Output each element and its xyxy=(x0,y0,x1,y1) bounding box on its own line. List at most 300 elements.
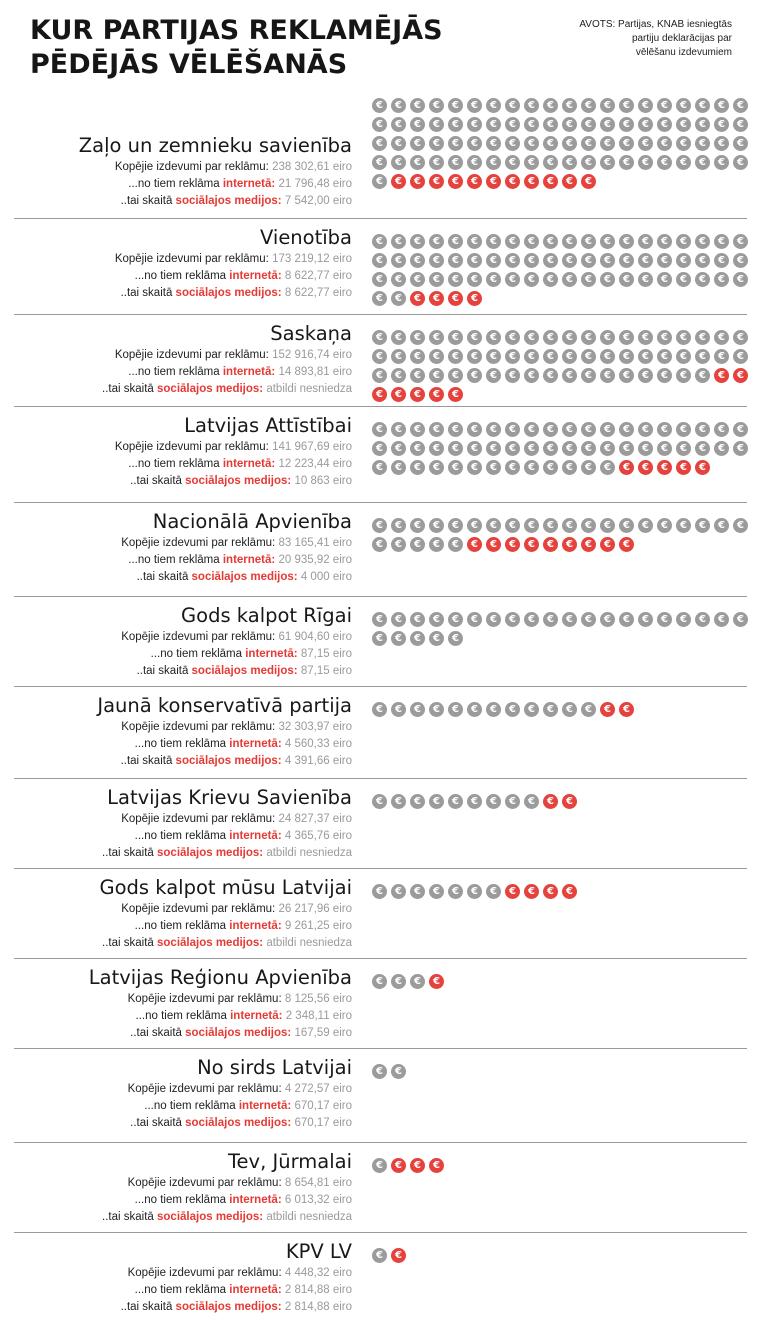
internet-spending-highlight: internetā: xyxy=(229,920,282,932)
party-block xyxy=(0,318,768,406)
coin-total-mark: € xyxy=(505,272,520,287)
coin-internet-mark: € xyxy=(391,387,406,402)
coin-total-mark: € xyxy=(524,349,539,364)
internet-spending xyxy=(10,268,352,285)
coin-total-mark: € xyxy=(372,441,387,456)
party-divider xyxy=(14,686,747,687)
coin-total-mark: € xyxy=(714,612,729,627)
coin-total-mark: € xyxy=(410,136,425,151)
social-media-spending-label: ..tai skaitā xyxy=(130,475,186,487)
coin-total-mark: € xyxy=(372,974,387,989)
coin-total-mark: € xyxy=(505,330,520,345)
coin-total-mark: € xyxy=(581,155,596,170)
internet-spending-value: 21 796,48 eiro xyxy=(278,178,352,190)
coin-total-mark: € xyxy=(695,368,710,383)
social-media-spending-value: 4 000 eiro xyxy=(300,571,352,583)
coin-total-mark: € xyxy=(372,460,387,475)
total-spending-value: 61 904,60 eiro xyxy=(278,631,352,643)
social-media-spending-value: atbildi nesniedza xyxy=(266,383,352,395)
coin-total-mark: € xyxy=(524,234,539,249)
coin-total-mark: € xyxy=(467,794,482,809)
coin-total-mark: € xyxy=(714,98,729,113)
party-info xyxy=(10,508,352,586)
coin-total-mark: € xyxy=(600,460,615,475)
internet-spending-highlight: internetā: xyxy=(222,366,276,378)
party-info xyxy=(10,964,352,1042)
coin-total-mark: € xyxy=(619,612,634,627)
coin-internet-mark: € xyxy=(543,794,558,809)
coin-total-mark: € xyxy=(581,253,596,268)
coin-total-mark: € xyxy=(543,330,558,345)
internet-spending-value: 20 935,92 eiro xyxy=(278,554,352,566)
coin-total-mark: € xyxy=(505,441,520,456)
coin-total-mark: € xyxy=(733,422,748,437)
coin-total-mark: € xyxy=(410,272,425,287)
social-media-spending-highlight: sociālajos medijos: xyxy=(157,937,264,949)
coin-total-mark: € xyxy=(372,234,387,249)
internet-spending-label: ...no tiem reklāma xyxy=(128,458,223,470)
coin-total-mark: € xyxy=(562,117,577,132)
internet-spending-label: ...no tiem reklāma xyxy=(135,1010,231,1022)
coin-total-mark: € xyxy=(543,98,558,113)
coin-total-mark: € xyxy=(543,136,558,151)
coin-row xyxy=(372,518,752,556)
coin-total-mark: € xyxy=(467,349,482,364)
coin-row xyxy=(372,1158,752,1177)
coin-total-mark: € xyxy=(714,272,729,287)
coin-internet-mark: € xyxy=(391,1248,406,1263)
coin-total-mark: € xyxy=(391,155,406,170)
social-media-spending xyxy=(10,663,352,680)
coin-total-mark: € xyxy=(429,349,444,364)
internet-spending-highlight: internetā: xyxy=(229,738,282,750)
coin-total-mark: € xyxy=(486,702,501,717)
internet-spending-highlight: internetā: xyxy=(229,1194,282,1206)
coin-total-mark: € xyxy=(619,117,634,132)
coin-total-mark: € xyxy=(600,612,615,627)
coin-total-mark: € xyxy=(619,98,634,113)
total-spending-label: Kopējie izdevumi par reklāmu: xyxy=(114,253,273,265)
party-divider xyxy=(14,596,747,597)
coin-row xyxy=(372,794,752,813)
social-media-spending-highlight: sociālajos medijos: xyxy=(157,1211,264,1223)
coin-total-mark: € xyxy=(505,349,520,364)
coin-total-mark: € xyxy=(733,98,748,113)
coin-total-mark: € xyxy=(429,518,444,533)
coin-total-mark: € xyxy=(619,441,634,456)
party-divider xyxy=(14,1142,747,1143)
coin-total-mark: € xyxy=(543,272,558,287)
coin-total-mark: € xyxy=(524,98,539,113)
internet-spending-value: 14 893,81 eiro xyxy=(278,366,352,378)
coin-total-mark: € xyxy=(600,253,615,268)
coin-total-mark: € xyxy=(581,518,596,533)
internet-spending-value: 4 560,33 eiro xyxy=(284,738,352,750)
coin-total-mark: € xyxy=(410,349,425,364)
internet-spending-value: 2 814,88 eiro xyxy=(284,1284,352,1296)
coin-total-mark: € xyxy=(391,631,406,646)
party-info xyxy=(10,874,352,952)
coin-total-mark: € xyxy=(562,702,577,717)
coin-total-mark: € xyxy=(714,155,729,170)
coin-total-mark: € xyxy=(410,234,425,249)
coin-internet-mark: € xyxy=(562,884,577,899)
internet-spending-highlight: internetā: xyxy=(229,830,282,842)
coin-total-mark: € xyxy=(372,1064,387,1079)
party-name: Latvijas Attīstībai xyxy=(184,414,352,437)
coin-total-mark: € xyxy=(695,253,710,268)
party-divider xyxy=(14,314,747,315)
social-media-spending-label: ..tai skaitā xyxy=(102,383,158,395)
coin-total-mark: € xyxy=(562,98,577,113)
party-block xyxy=(0,690,768,778)
social-media-spending xyxy=(10,845,352,862)
coin-internet-mark: € xyxy=(619,702,634,717)
coin-total-mark: € xyxy=(524,155,539,170)
coin-total-mark: € xyxy=(467,518,482,533)
coin-total-mark: € xyxy=(448,368,463,383)
coin-total-mark: € xyxy=(391,234,406,249)
social-media-spending-value: 670,17 eiro xyxy=(294,1117,352,1129)
coin-total-mark: € xyxy=(600,272,615,287)
coin-internet-mark: € xyxy=(448,387,463,402)
coin-total-mark: € xyxy=(410,631,425,646)
coin-total-mark: € xyxy=(657,253,672,268)
coin-total-mark: € xyxy=(619,136,634,151)
coin-total-mark: € xyxy=(714,117,729,132)
coin-total-mark: € xyxy=(676,422,691,437)
coin-total-mark: € xyxy=(410,422,425,437)
coin-total-mark: € xyxy=(391,612,406,627)
total-spending-label: Kopējie izdevumi par reklāmu: xyxy=(114,349,273,361)
coin-total-mark: € xyxy=(581,460,596,475)
coin-total-mark: € xyxy=(467,272,482,287)
total-spending-value: 141 967,69 eiro xyxy=(272,441,352,453)
coin-total-mark: € xyxy=(676,117,691,132)
source-line-3: vēlēšanu izdevumiem xyxy=(635,47,732,58)
coin-total-mark: € xyxy=(410,974,425,989)
coin-total-mark: € xyxy=(486,136,501,151)
internet-spending-label: ...no tiem reklāma xyxy=(150,648,246,660)
coin-row xyxy=(372,234,752,310)
coin-total-mark: € xyxy=(600,98,615,113)
internet-spending-label: ...no tiem reklāma xyxy=(134,830,230,842)
total-spending xyxy=(10,347,352,364)
total-spending-value: 4 272,57 eiro xyxy=(284,1083,352,1095)
coin-internet-mark: € xyxy=(429,387,444,402)
coin-internet-mark: € xyxy=(505,174,520,189)
coin-total-mark: € xyxy=(581,441,596,456)
party-block xyxy=(0,962,768,1048)
coin-total-mark: € xyxy=(543,155,558,170)
coin-internet-mark: € xyxy=(600,702,615,717)
social-media-spending-label: ..tai skaitā xyxy=(120,755,176,767)
coin-total-mark: € xyxy=(619,422,634,437)
coin-total-mark: € xyxy=(448,631,463,646)
coin-total-mark: € xyxy=(524,441,539,456)
coin-total-mark: € xyxy=(600,441,615,456)
social-media-spending-label: ..tai skaitā xyxy=(136,571,192,583)
total-spending-label: Kopējie izdevumi par reklāmu: xyxy=(127,993,285,1005)
coin-total-mark: € xyxy=(448,537,463,552)
social-media-spending-highlight: sociālajos medijos: xyxy=(175,1301,282,1313)
coin-total-mark: € xyxy=(581,368,596,383)
coin-total-mark: € xyxy=(467,234,482,249)
party-divider xyxy=(14,406,747,407)
coin-internet-mark: € xyxy=(429,174,444,189)
coin-total-mark: € xyxy=(600,518,615,533)
coin-internet-mark: € xyxy=(410,1158,425,1173)
party-divider xyxy=(14,1048,747,1049)
coin-internet-mark: € xyxy=(657,460,672,475)
coin-total-mark: € xyxy=(429,330,444,345)
total-spending-value: 8 125,56 eiro xyxy=(284,993,352,1005)
internet-spending-highlight: internetā: xyxy=(222,178,276,190)
party-name: Latvijas Reģionu Apvienība xyxy=(88,966,352,989)
social-media-spending-value: atbildi nesniedza xyxy=(266,1211,352,1223)
party-block xyxy=(0,600,768,686)
coin-total-mark: € xyxy=(391,441,406,456)
title-line-1: KUR PARTIJAS REKLAMĒJĀS xyxy=(30,15,443,46)
internet-spending-label: ...no tiem reklāma xyxy=(134,920,230,932)
social-media-spending-label: ..tai skaitā xyxy=(102,937,158,949)
coin-total-mark: € xyxy=(372,349,387,364)
coin-total-mark: € xyxy=(695,272,710,287)
coin-total-mark: € xyxy=(600,136,615,151)
social-media-spending xyxy=(10,285,352,302)
coin-total-mark: € xyxy=(429,631,444,646)
social-media-spending xyxy=(10,193,352,210)
coin-total-mark: € xyxy=(657,612,672,627)
coin-total-mark: € xyxy=(391,253,406,268)
coin-total-mark: € xyxy=(429,117,444,132)
coin-total-mark: € xyxy=(410,368,425,383)
social-media-spending-label: ..tai skaitā xyxy=(120,287,176,299)
coin-row xyxy=(372,612,752,650)
total-spending-label: Kopējie izdevumi par reklāmu: xyxy=(121,721,279,733)
coin-total-mark: € xyxy=(467,330,482,345)
social-media-spending xyxy=(10,473,352,490)
social-media-spending-label: ..tai skaitā xyxy=(130,1027,186,1039)
coin-total-mark: € xyxy=(657,272,672,287)
social-media-spending-value: atbildi nesniedza xyxy=(266,847,352,859)
coin-internet-mark: € xyxy=(524,537,539,552)
coin-total-mark: € xyxy=(410,98,425,113)
coin-total-mark: € xyxy=(562,330,577,345)
coin-internet-mark: € xyxy=(562,794,577,809)
coin-internet-mark: € xyxy=(486,537,501,552)
coin-total-mark: € xyxy=(448,98,463,113)
coin-row xyxy=(372,702,752,721)
coin-total-mark: € xyxy=(372,702,387,717)
coin-total-mark: € xyxy=(676,441,691,456)
coin-total-mark: € xyxy=(676,518,691,533)
coin-total-mark: € xyxy=(410,117,425,132)
coin-total-mark: € xyxy=(562,460,577,475)
coin-total-mark: € xyxy=(448,117,463,132)
coin-total-mark: € xyxy=(391,884,406,899)
coin-total-mark: € xyxy=(372,174,387,189)
internet-spending-value: 2 348,11 eiro xyxy=(285,1010,352,1022)
coin-total-mark: € xyxy=(562,136,577,151)
total-spending-value: 173 219,12 eiro xyxy=(272,253,352,265)
coin-row xyxy=(372,98,752,193)
party-name: Gods kalpot Rīgai xyxy=(181,604,352,627)
social-media-spending xyxy=(10,1299,352,1316)
total-spending xyxy=(10,719,352,736)
coin-total-mark: € xyxy=(657,518,672,533)
social-media-spending-label: ..tai skaitā xyxy=(120,195,176,207)
coin-total-mark: € xyxy=(429,234,444,249)
coin-total-mark: € xyxy=(524,117,539,132)
total-spending-label: Kopējie izdevumi par reklāmu: xyxy=(127,1083,285,1095)
social-media-spending-highlight: sociālajos medijos: xyxy=(175,755,282,767)
coin-total-mark: € xyxy=(581,612,596,627)
coin-total-mark: € xyxy=(676,612,691,627)
coin-total-mark: € xyxy=(372,794,387,809)
coin-total-mark: € xyxy=(467,155,482,170)
coin-total-mark: € xyxy=(676,368,691,383)
coin-total-mark: € xyxy=(486,518,501,533)
party-block xyxy=(0,96,768,218)
social-media-spending-value: 10 863 eiro xyxy=(294,475,352,487)
coin-total-mark: € xyxy=(543,518,558,533)
coin-total-mark: € xyxy=(410,612,425,627)
social-media-spending-value: 8 622,77 eiro xyxy=(284,287,352,299)
coin-total-mark: € xyxy=(448,136,463,151)
coin-total-mark: € xyxy=(581,422,596,437)
coin-total-mark: € xyxy=(467,612,482,627)
social-media-spending xyxy=(10,935,352,952)
coin-total-mark: € xyxy=(467,368,482,383)
coin-total-mark: € xyxy=(448,884,463,899)
total-spending-value: 83 165,41 eiro xyxy=(278,537,352,549)
coin-internet-mark: € xyxy=(695,460,710,475)
internet-spending-label: ...no tiem reklāma xyxy=(134,1194,230,1206)
coin-total-mark: € xyxy=(429,368,444,383)
coin-internet-mark: € xyxy=(448,291,463,306)
coin-total-mark: € xyxy=(543,460,558,475)
coin-total-mark: € xyxy=(581,234,596,249)
coin-total-mark: € xyxy=(562,422,577,437)
coin-internet-mark: € xyxy=(562,537,577,552)
coin-internet-mark: € xyxy=(581,537,596,552)
party-name: Tev, Jūrmalai xyxy=(227,1150,352,1173)
party-name: Saskaņa xyxy=(270,322,352,345)
coin-total-mark: € xyxy=(562,253,577,268)
social-media-spending-label: ..tai skaitā xyxy=(130,1117,186,1129)
coin-internet-mark: € xyxy=(676,460,691,475)
coin-total-mark: € xyxy=(619,368,634,383)
coin-total-mark: € xyxy=(448,441,463,456)
coin-total-mark: € xyxy=(638,349,653,364)
total-spending-label: Kopējie izdevumi par reklāmu: xyxy=(121,813,279,825)
internet-spending xyxy=(10,736,352,753)
coin-total-mark: € xyxy=(429,441,444,456)
coin-total-mark: € xyxy=(391,330,406,345)
internet-spending-highlight: internetā: xyxy=(230,1010,283,1022)
coin-total-mark: € xyxy=(733,136,748,151)
coin-total-mark: € xyxy=(524,422,539,437)
coin-internet-mark: € xyxy=(733,368,748,383)
coin-total-mark: € xyxy=(486,441,501,456)
coin-total-mark: € xyxy=(543,117,558,132)
coin-total-mark: € xyxy=(486,253,501,268)
coin-total-mark: € xyxy=(543,234,558,249)
social-media-spending-highlight: sociālajos medijos: xyxy=(175,195,282,207)
coin-internet-mark: € xyxy=(524,884,539,899)
social-media-spending-highlight: sociālajos medijos: xyxy=(185,1117,292,1129)
coin-row xyxy=(372,1248,752,1267)
total-spending xyxy=(10,811,352,828)
party-name: KPV LV xyxy=(285,1240,352,1263)
coin-total-mark: € xyxy=(581,272,596,287)
coin-internet-mark: € xyxy=(562,174,577,189)
coin-total-mark: € xyxy=(619,349,634,364)
party-block xyxy=(0,1236,768,1328)
coin-total-mark: € xyxy=(372,884,387,899)
coin-total-mark: € xyxy=(524,794,539,809)
coin-total-mark: € xyxy=(543,422,558,437)
social-media-spending-value: 7 542,00 eiro xyxy=(284,195,352,207)
coin-total-mark: € xyxy=(543,441,558,456)
party-name: No sirds Latvijai xyxy=(197,1056,352,1079)
party-block xyxy=(0,782,768,868)
coin-total-mark: € xyxy=(410,518,425,533)
coin-total-mark: € xyxy=(524,460,539,475)
social-media-spending-highlight: sociālajos medijos: xyxy=(191,571,298,583)
internet-spending-label: ...no tiem reklāma xyxy=(128,178,223,190)
coin-total-mark: € xyxy=(391,272,406,287)
coin-internet-mark: € xyxy=(505,537,520,552)
internet-spending-label: ...no tiem reklāma xyxy=(134,1284,230,1296)
social-media-spending xyxy=(10,381,352,398)
party-info xyxy=(10,320,352,398)
coin-internet-mark: € xyxy=(391,1158,406,1173)
coin-total-mark: € xyxy=(410,702,425,717)
social-media-spending-label: ..tai skaitā xyxy=(120,1301,176,1313)
coin-internet-mark: € xyxy=(714,368,729,383)
coin-total-mark: € xyxy=(562,234,577,249)
party-info xyxy=(10,1054,352,1132)
coin-total-mark: € xyxy=(524,330,539,345)
coin-row xyxy=(372,1064,752,1083)
coin-total-mark: € xyxy=(486,612,501,627)
coin-total-mark: € xyxy=(429,884,444,899)
source-note xyxy=(532,18,732,60)
coin-total-mark: € xyxy=(505,155,520,170)
internet-spending-highlight: internetā: xyxy=(238,1100,292,1112)
coin-total-mark: € xyxy=(619,518,634,533)
source-line-1: AVOTS: Partijas, KNAB iesniegtās xyxy=(579,19,732,30)
internet-spending xyxy=(10,1008,352,1025)
coin-total-mark: € xyxy=(486,884,501,899)
internet-spending xyxy=(10,176,352,193)
coin-total-mark: € xyxy=(372,537,387,552)
coin-total-mark: € xyxy=(429,272,444,287)
coin-total-mark: € xyxy=(638,330,653,345)
coin-total-mark: € xyxy=(391,291,406,306)
coin-internet-mark: € xyxy=(429,1158,444,1173)
coin-internet-mark: € xyxy=(467,174,482,189)
party-info xyxy=(10,692,352,770)
coin-total-mark: € xyxy=(619,253,634,268)
coin-total-mark: € xyxy=(619,234,634,249)
coin-internet-mark: € xyxy=(581,174,596,189)
coin-total-mark: € xyxy=(562,612,577,627)
total-spending xyxy=(10,1175,352,1192)
party-info xyxy=(10,412,352,490)
